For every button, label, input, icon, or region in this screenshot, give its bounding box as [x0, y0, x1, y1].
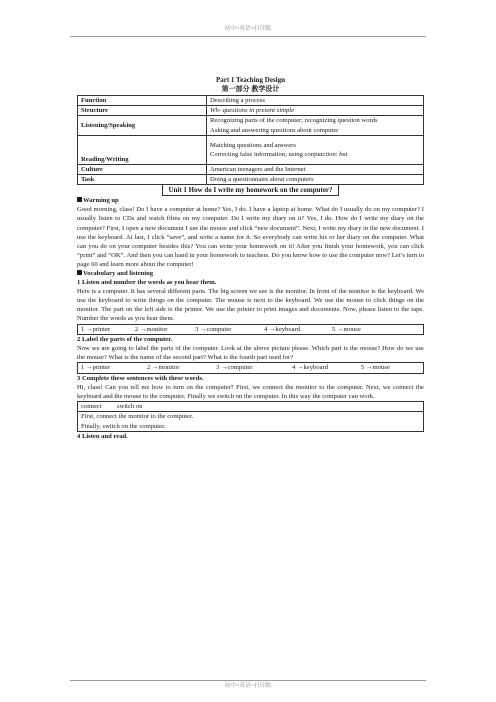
answer-item: 3 →computer: [216, 364, 253, 372]
document-body: [77, 76, 424, 441]
row-value: Wh- questions in present simple: [207, 106, 424, 116]
row-value-line: Recognizing parts of the computer; recognizing question words: [210, 117, 378, 125]
section-1-text: Here is a computer. It has several different parts. The big screen we see is the monitor. In front of the monitor is the keyboard. We use the keyboard to write things on the computer. The mouse is next to the keyboard. We use the mouse to click things on the monitor. The part on the left side is the printer. We use the printer to print images and documents. Now, please listen to the tape. Number the words as you hear them.: [77, 288, 424, 323]
title-en: Part 1 Teaching Design: [215, 76, 286, 84]
header-rule: [70, 36, 426, 37]
word-item: switch on: [117, 402, 143, 410]
vocab-heading: Vocabulary and listening: [77, 269, 424, 278]
table-row: [78, 116, 424, 135]
sentence-line: Finally, switch on the computer.: [81, 422, 166, 430]
row-value: American teenagers and the Internet: [207, 164, 424, 174]
answer-box-3: [77, 401, 424, 432]
answer-item: 2 →monitor: [135, 325, 168, 333]
section-2-text: Now we are going to label the parts of the computer. Look at the above picture please. Which part is the mouse? How do we use the mouse? What is the name of the second part? What is the fourth part used for?: [77, 345, 424, 362]
table-row: [78, 106, 424, 116]
section-3-title: 3 Complete these sentences with these words.: [77, 374, 204, 382]
row-value-line: Matching questions and answers: [210, 141, 296, 149]
sentence-box: [78, 412, 424, 432]
answer-item: 5 →mouse: [332, 325, 361, 333]
row-value-text: Correcting false information; using conjunction:: [210, 150, 340, 158]
section-1-title: 1 Listen and number the words as you hear them.: [77, 279, 217, 287]
row-value: Describing a process: [207, 96, 424, 106]
section-2-title: 2 Label the parts of the computer.: [77, 335, 173, 343]
answer-box-1: [77, 324, 424, 335]
row-key: Culture: [78, 164, 207, 174]
teaching-design-table: [77, 95, 424, 185]
section-4-title: 4 Listen and read.: [77, 433, 128, 441]
page-footer: 初中=英语=打印版: [224, 683, 272, 689]
title-cn: 第一部分 教学设计: [221, 85, 280, 93]
answer-item: 2 →monitor: [147, 364, 180, 372]
sentence-line: First, connect the monitor to the computer.: [81, 413, 194, 421]
row-key: Task: [78, 175, 207, 185]
word-item: connect: [81, 402, 102, 410]
table-row: [78, 175, 424, 185]
answer-box-2: [77, 362, 424, 373]
table-row: [78, 164, 424, 174]
answer-item: 1 →printer: [81, 325, 111, 333]
row-key: Listening/Speaking: [78, 116, 207, 135]
unit-title: Unit 1 How do I write my homework on the computer?: [162, 185, 338, 196]
row-value-line: Asking and answering questions about computer: [210, 126, 339, 134]
square-bullet-icon: [77, 197, 82, 202]
page-header: 初中=英语=打印版: [224, 26, 272, 32]
row-value: [207, 116, 424, 135]
answer-item: 4 →keyboard: [264, 325, 301, 333]
row-value: [207, 135, 424, 164]
word-box: [78, 401, 424, 411]
row-key: Structure: [78, 106, 207, 116]
section-3-text: Hi, class! Can you tell me how to turn on the computer? First, we connect the monitor to the computer. Next, we connect the keyboard and the mouse to the computer. Finally we switch on the computer. In this way the computer can work.: [77, 383, 424, 400]
answer-item: 1 →printer: [81, 364, 111, 372]
table-row: [78, 135, 424, 164]
answer-item: 3 →computer: [195, 325, 232, 333]
answer-sequence: [78, 363, 424, 373]
answer-item: 5 →mouse: [361, 364, 390, 372]
warming-up-text: Good morning, class! Do I have a computer at home? Yes, I do. I have a laptop at home. What do I usually do on my computer? I usually listen to CDs and watch films on my computer. Do I write my diary on it? Yes, I do. How do I write my diary on the computer? First, I open a new document I use the mouse and click “new document”. Next, I write my diary in the new document. I use the keyboard. At last, I click “save”, and write a name for it. So everybody can write his or her diary on the computer. What can you do on your computer besides this? You can write your homework on it! After you finish your homework, you can click “print” and “OK”. And then you can hand in your homework to teachers. Do you know how to use the computer now? Let’s turn to page 60 and learn more about the computer!: [77, 206, 424, 268]
row-value-line: [210, 150, 420, 159]
row-key: Reading/Writing: [78, 135, 207, 164]
answer-item: 4 →keyboard: [292, 364, 329, 372]
footer-rule: [70, 680, 426, 681]
square-bullet-icon: [77, 270, 82, 275]
table-row: [78, 96, 424, 106]
row-value-italic: but: [339, 150, 348, 158]
answer-sequence: [78, 324, 424, 334]
row-value: Doing a questionnaire about computers: [207, 175, 424, 185]
warming-up-heading: Warming up: [77, 196, 424, 205]
unit-title-wrap: [77, 185, 424, 196]
row-key: Function: [78, 96, 207, 106]
